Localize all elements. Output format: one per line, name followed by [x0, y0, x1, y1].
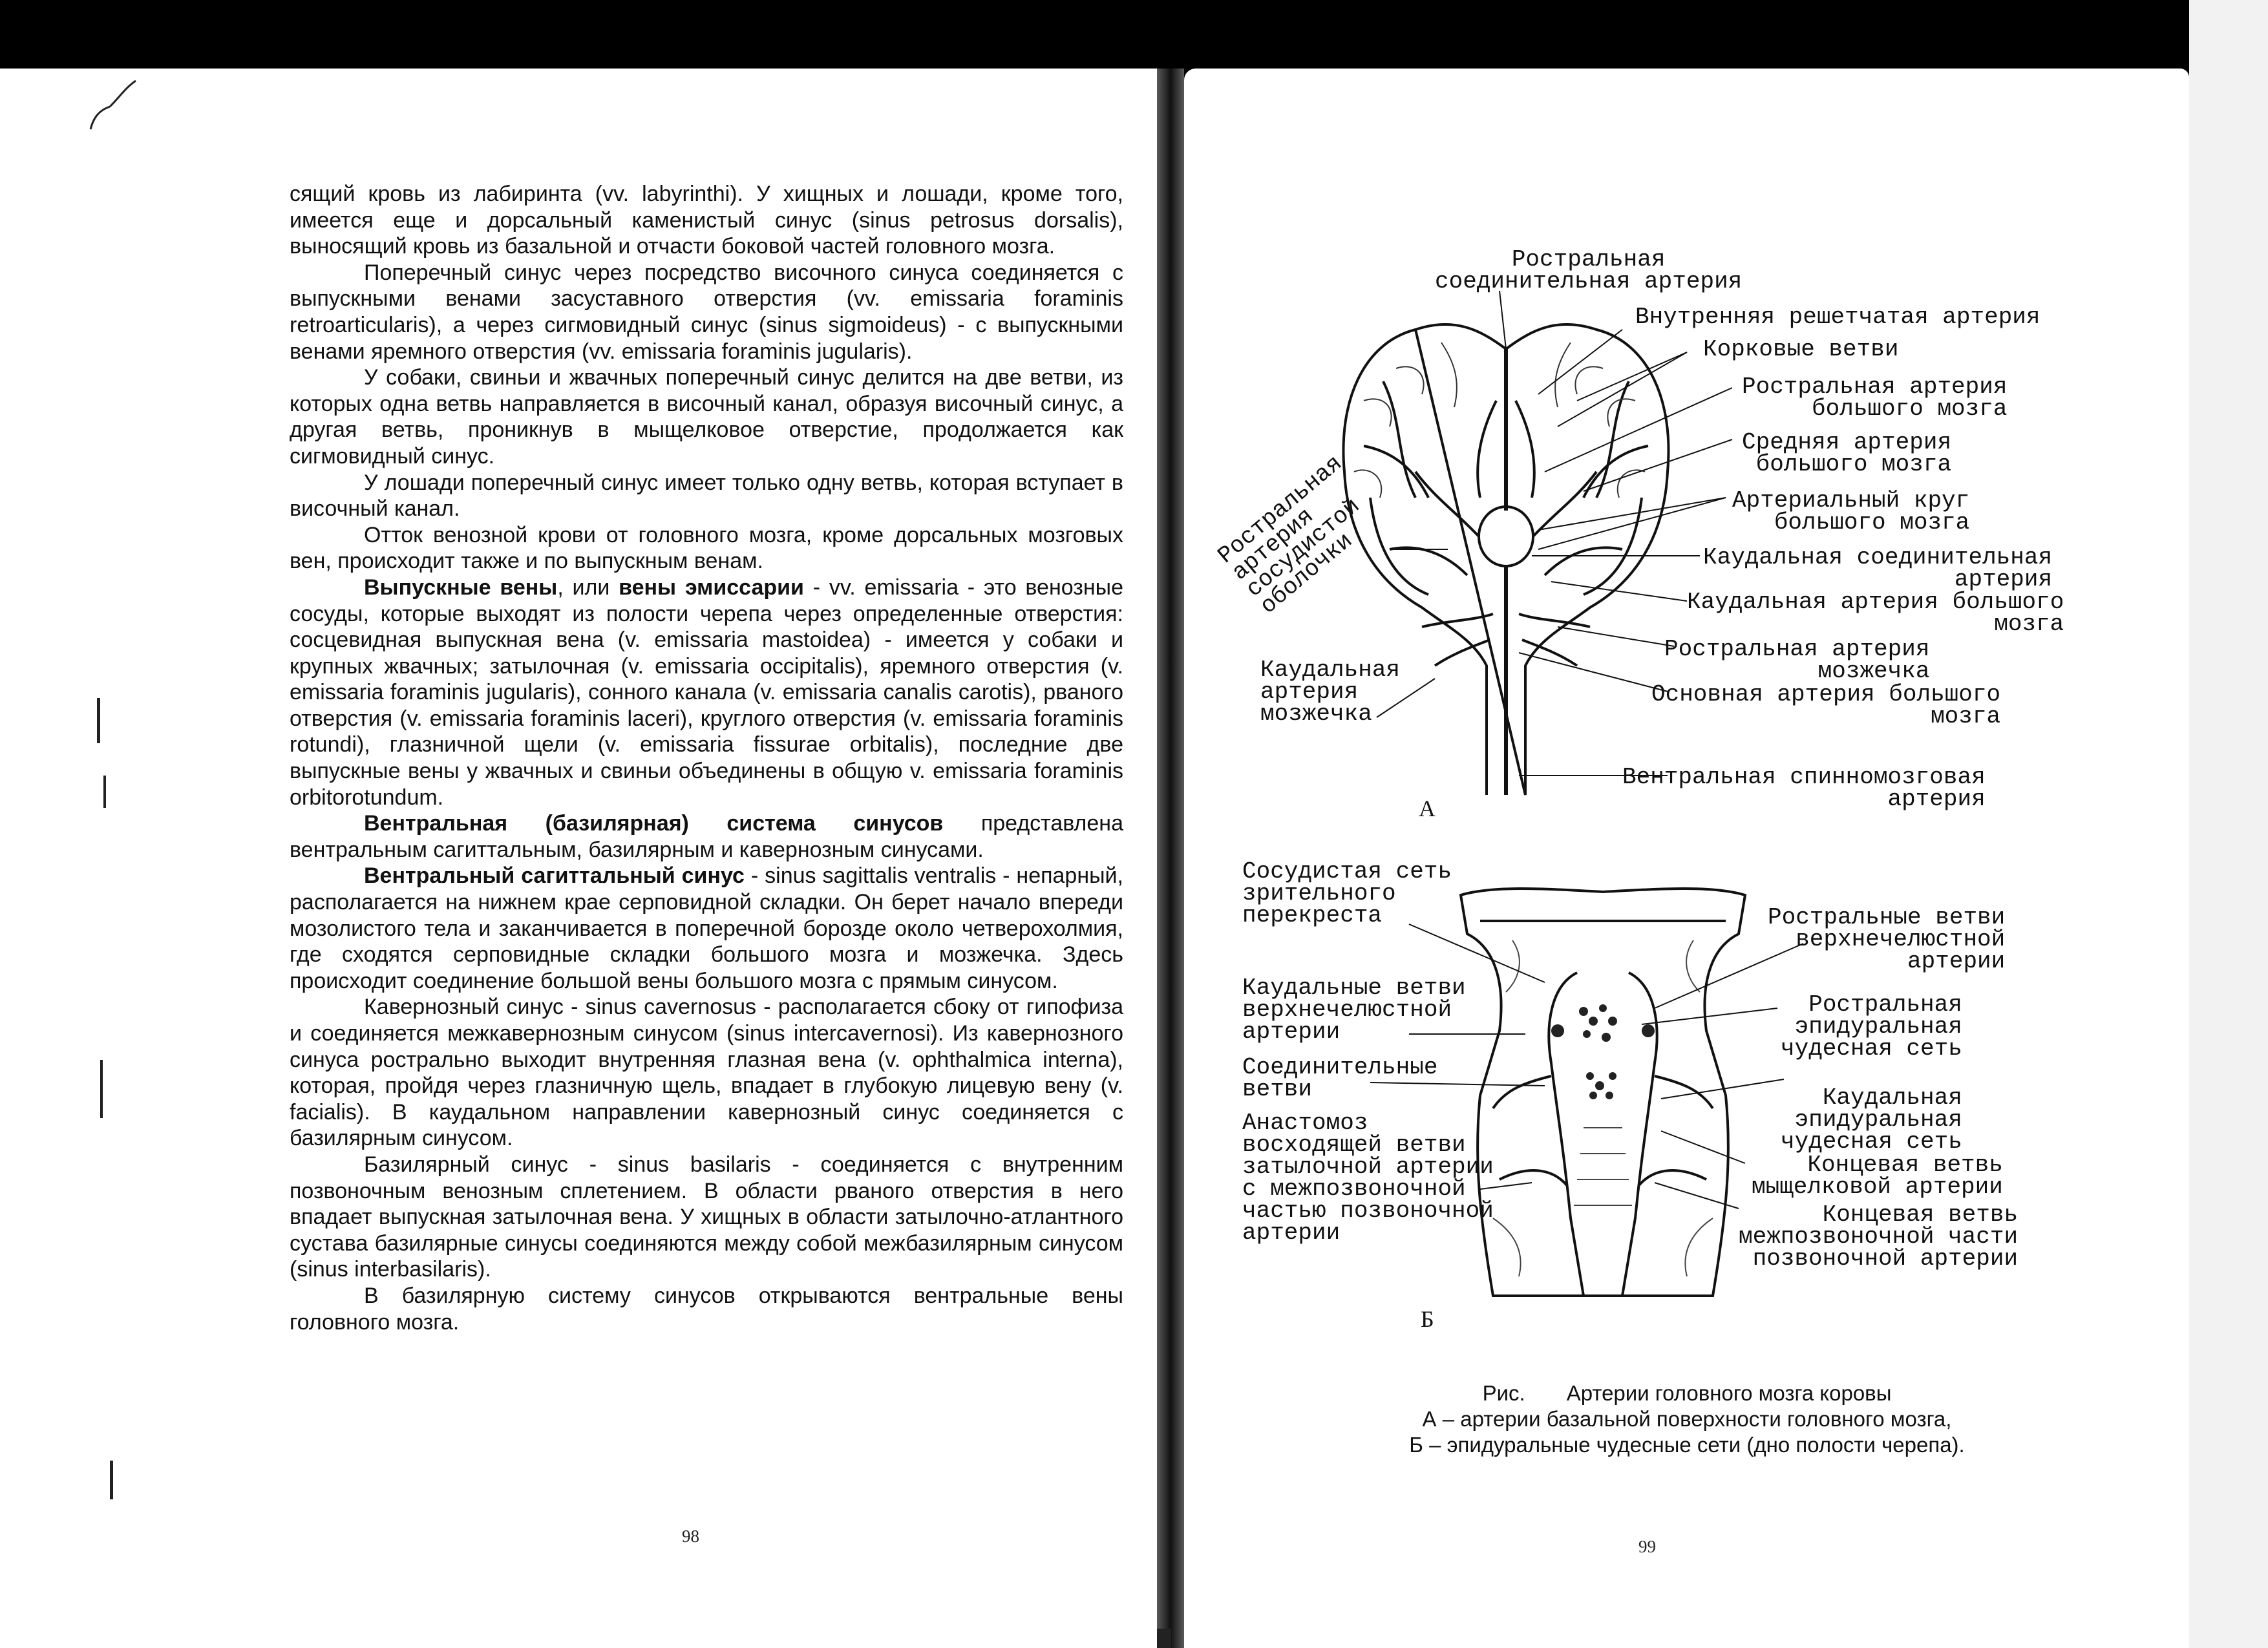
label-caudal-communicating-artery: Каудальная соединительная артерия — [1703, 544, 2053, 593]
label-internal-ethmoidal-artery: Внутренняя решетчатая артерия — [1635, 304, 2040, 330]
scan-edge — [2189, 0, 2268, 1648]
panel-letter-b: Б — [1421, 1306, 1434, 1332]
label-rostral-communicating-artery: Ростральная соединительная артерия — [1435, 246, 1743, 295]
label-caudal-epidural-rete: Каудальная эпидуральная чудесная сеть — [1781, 1084, 1962, 1155]
paragraph-ventral-system — [290, 810, 1123, 863]
label-ventral-spinal-artery: Вентральная спинномозговая артерия — [1622, 764, 1986, 812]
scan-artifact — [103, 776, 106, 808]
scan-artifact — [97, 698, 100, 743]
paragraph-emissary-veins — [290, 575, 1123, 810]
label-arterial-circle: Артериальный круг большого мозга — [1732, 487, 1970, 536]
label-caudal-cerebellar-artery: Каудальная артерия мозжечка — [1260, 657, 1401, 727]
pen-mark — [84, 71, 142, 142]
paragraph: Отток венозной крови от головного мозга, кроме дорсальных мозговых вен, происходит также и по выпускным венам. — [290, 522, 1123, 574]
label-middle-cerebral-artery: Средняя артерия большого мозга — [1742, 429, 1952, 478]
label-rostral-epidural-rete: Ростральная эпидуральная чудесная сеть — [1781, 991, 1962, 1062]
label-basilar-artery: Основная артерия большого мозга — [1651, 681, 2001, 730]
body-text — [290, 181, 1123, 1335]
label-anastomosis: Анастомоз восходящей ветви затылочной артерии с межпозвоночной частью позвоночной артерии — [1242, 1110, 1494, 1246]
scan-artifact — [100, 1060, 103, 1118]
label-condylar-terminal-branch: Концевая ветвь мыщелковой артерии — [1752, 1152, 2003, 1200]
figure-caption — [1325, 1380, 2049, 1458]
label-vertebral-terminal-branch: Концевая ветвь межпозвоночной части позвоночной артерии — [1739, 1201, 2019, 1272]
term: Вентральная (базилярная) система синусов — [364, 811, 944, 836]
text: - vv. emissaria - это венозные сосуды, которые выходят из полости черепа через определенные отверстия: сосцевидная выпускная вена (v. emissaria mastoidea) - имеется у собаки и крупных жвачных; затылочная (v. emissaria occipitalis), яремного отверстия (v. emissaria foraminis jugularis), сонного канала (v. emissaria canalis carotis), рваного отверстия (v. emissaria foraminis laceri), круглого отверстия (v. emissaria foraminis rotundi), глазничной щели (v. emissaria fissurae orbitalis), последние две выпускные вены у жвачных и свиньи объединены в общую v. emissaria foraminis orbitorotundum. — [290, 575, 1123, 810]
text: - sinus sagittalis ventralis - непарный, располагается на нижнем крае серповидной складки. Он берет начало впереди мозолистого тела и заканчивается в поперечной борозде около четверохолмия, где сходятся серповидные складки большого мозга и мозжечка. Здесь происходит соединение большой вены большого мозга с прямым синусом. — [290, 863, 1123, 993]
text: , или — [557, 575, 619, 600]
paragraph-sagittal-sinus — [290, 863, 1123, 994]
term: Вентральный сагиттальный синус — [364, 863, 745, 889]
caption-line-a: А – артерии базальной поверхности головного мозга, — [1422, 1407, 1952, 1431]
label-chiasm-vascular-net: Сосудистая сеть зрительного перекреста — [1242, 858, 1452, 929]
paragraph: В базилярную систему синусов открываются вентральные вены головного мозга. — [290, 1283, 1123, 1335]
scan-artifact — [1157, 1629, 1171, 1648]
term: Выпускные вены — [364, 575, 558, 600]
scan-artifact — [110, 1461, 113, 1499]
paragraph: Базилярный синус - sinus basilaris - соединяется с внутренним позвоночным венозным сплетением. В области рваного отверстия в него впадает выпускная затылочная вена. У хищных в области затылочно-атлантного сустава базилярные синусы соединяются между собой межбазилярным синусом (sinus interbasilaris). — [290, 1152, 1123, 1282]
label-rostral-cerebellar-artery: Ростральная артерия мозжечка — [1664, 636, 1930, 684]
paragraph: У лошади поперечный синус имеет только одну ветвь, которая вступает в височный канал. — [290, 470, 1123, 522]
paragraph: сящий кровь из лабиринта (vv. labyrinthi). У хищных и лошади, кроме того, имеется еще и дорсальный каменистый синус (sinus petrosus dorsalis), выносящий кровь из базальной и отчасти боковой частей головного мозга. — [290, 182, 1123, 259]
label-rostral-maxillary-branches: Ростральные ветви верхнечелюстной артерии — [1768, 904, 2006, 975]
term: вены эмиссарии — [619, 575, 804, 600]
caption-prefix: Рис. — [1482, 1381, 1525, 1405]
text: представлена вентральным сагиттальным, базилярным и кавернозным синусами. — [290, 811, 1123, 862]
page-number: 99 — [1638, 1537, 1656, 1556]
figure-a-leader-lines — [1325, 278, 2036, 812]
page-number: 98 — [682, 1527, 699, 1546]
label-rostral-cerebral-artery: Ростральная артерия большого мозга — [1742, 374, 2008, 422]
caption-line-b: Б – эпидуральные чудесные сети (дно полости черепа). — [1409, 1433, 1965, 1457]
label-cortical-branches: Корковые ветви — [1703, 336, 1899, 363]
panel-letter-a: А — [1419, 796, 1436, 821]
paragraph: Кавернозный синус - sinus cavernosus - располагается сбоку от гипофиза и соединяется межкавернозным синусом (sinus intercavernosi). Из кавернозного синуса рострально выходит внутренняя глазная вена (v. ophthalmica interna), которая, пройдя через глазничную щель, впадает в глубокую лицевую вену (v. facialis). В каудальном направлении кавернозный синус соединяется с базилярным синусом. — [290, 995, 1123, 1151]
label-caudal-maxillary-branches: Каудальные ветви верхнечелюстной артерии — [1242, 975, 1466, 1045]
paragraph: У собаки, свиньи и жвачных поперечный синус делится на две ветви, из которых одна ветвь направляется в височный канал, образуя височный синус, а другая ветвь, проникнув в мыщелковое отверстие, продолжается как сигмовидный синус. — [290, 365, 1123, 469]
caption-title: Артерии головного мозга коровы — [1566, 1381, 1892, 1405]
label-caudal-cerebral-artery: Каудальная артерия большого мозга — [1687, 589, 2064, 637]
caption-title-line — [1325, 1380, 2049, 1406]
label-connecting-branches: Соединительные ветви — [1242, 1054, 1438, 1103]
book-gutter — [1157, 69, 1184, 1648]
label-rostral-choroid-artery: Ростральная артерия сосудистой оболочки — [1213, 450, 1366, 620]
paragraph: Поперечный синус через посредство височного синуса соединяется с выпускными венами засуставного отверстия (vv. emissaria foraminis retroarticularis), а через сигмовидный синус (sinus sigmoideus) - с выпускными венами яремного отверстия (vv. emissaria foraminis jugularis). — [290, 260, 1123, 364]
